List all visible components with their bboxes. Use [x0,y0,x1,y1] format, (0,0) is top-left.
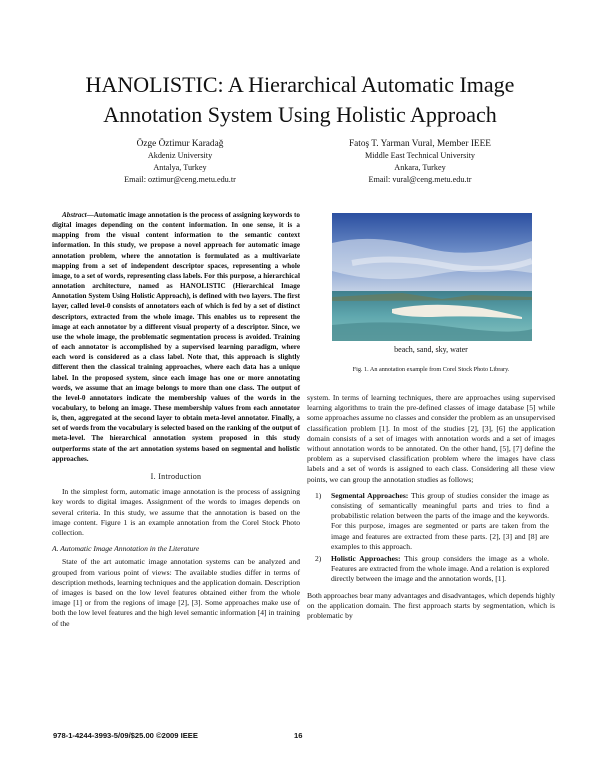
author-email: Email: vural@ceng.metu.edu.tr [368,175,472,184]
author-affiliation: Middle East Technical University [364,151,475,160]
list-label: Segmental Approaches: [331,490,409,500]
list-item [307,554,555,585]
list-text: This group of studies consider the image as consisting of semantically meaningful parts and tries to find a probabilistic relation between the parts of the image and the keywords. For this purpose, images are segmented or parts are taken from the image and features are extracted from these parts. [2], [3] and [8] are examples to this approach. [331,490,549,551]
list-number: 1) [315,490,322,500]
paper-title [40,70,560,130]
list-item [307,491,555,552]
right-column [307,393,555,621]
learning-paragraph: system. In terms of learning techniques, there are approaches using supervised learning algorithms to train the pre-defined classes of image database [5] while some approaches assume no classes and consider the problem as an unsupervised classification problem [1]. In most of the studies [2], [3], [6] the application domain consists of a set of images with annotation words and a set of images without annotation words to be annotated. On the other hand, [5], [7] define the problem as a supervised classification problem where the images have class labels and a set of words is assigned to each class. Considering all these view points, we can group the annotation studies as follows; [307,393,555,484]
beach-photo-image [332,213,532,341]
abstract-lead: Abstract [62,211,87,219]
list-label: Holistic Approaches: [331,554,401,564]
figure-caption: Fig. 1. An annotation example from Corel Stock Photo Library. [352,366,510,373]
author-location: Antalya, Turkey [153,163,207,172]
subsection-heading: A. Automatic Image Annotation in the Literature [52,544,200,554]
author-block-1 [65,138,295,186]
author-name: Fatoş T. Yarman Vural, Member IEEE [349,139,491,149]
footer-isbn: 978-1-4244-3993-5/09/$25.00 ©2009 IEEE [53,731,198,740]
list-text: This group considers the image as a whole. Features are extracted from the whole image. And a relation is explored directly between the image and the annotation words, [1]. [331,554,549,584]
figure-annotation-words: beach, sand, sky, water [394,345,468,354]
footer-page-number: 16 [294,731,303,740]
section-heading: I. Introduction [150,471,202,481]
literature-paragraph: State of the art automatic image annotation systems can be analyzed and grouped from various point of views: The available studies differ in terms of description methods, learning techniques and the application domain. Description of images is based on the low level features obtained either from the whole image [1] or from the regions of image [2], [3]. Some approaches make use of both the low level features and the high level semantic information [4] in training of the [52,557,300,628]
author-affiliation: Akdeniz University [147,151,213,160]
abstract [52,210,300,464]
left-column [52,210,300,629]
approach-comparison-paragraph: Both approaches bear many advantages and disadvantages, which depends highly on the application domain. The first approach starts by segmentation, which is problematic by [307,590,555,621]
title-line-1: HANOLISTIC: A Hierarchical Automatic Image [85,72,515,97]
title-line-2: Annotation System Using Holistic Approach [103,102,497,127]
list-number: 2) [315,554,322,564]
intro-paragraph: In the simplest form, automatic image annotation is the process of assigning key words to digital images. Assignment of the words to images depends on several criteria. In this study, we assume that the annotation is based on the image content. Figure 1 is an example annotation from the Corel Stock Photo collection. [52,487,300,537]
abstract-text: —Automatic image annotation is the process of assigning keywords to digital images depending on the content information. In one sense, it is a mapping from the visual content information to the semantic context information. In this study, we propose a novel approach for automatic image annotation problem, where the annotation is formulated as a multivariate mapping from a set of independent descriptor spaces, representing a whole image, to a set of words, representing class labels. For this purpose, a hierarchical annotation architecture, named as HANOLISTIC (Hierarchical Image Annotation System Using Holistic Approach), is defined with two layers. The first layer, called level-0 consists of annotators each of which is fed by a set of distinct descriptors, extracted from the whole image. This enables us to represent the image at each annotator by a different visual property of a descriptor. Since, we use the whole image, the problematic segmentation process is avoided. Training of each annotator is accomplished by a supervised learning paradigm, where each word is considered as a class label. Note that, this approach is slightly different then the classical training approaches, where each data has a unique label. In the proposed system, since each image has one or more annotating words, we assume that an image belongs to more than one class. The output of the level-0 annotators indicate the membership values of the words in the vocabulary, to belong an image. These membership values from each annotator is, then, aggregated at the second layer to obtain meta-level annotator. Finally, a set of words from the vocabulary is selected based on the ranking of the output of meta-level. The hierarchical annotation system proposed in this study outperforms state of the art annotation systems based on segmental and holistic approaches. [52,211,300,463]
author-block-2 [305,138,535,186]
figure-beach-photo [332,213,532,341]
approach-list [307,491,555,585]
author-email: Email: oztimur@ceng.metu.edu.tr [124,175,236,184]
author-name: Özge Öztimur Karadağ [136,139,224,149]
author-location: Ankara, Turkey [394,163,446,172]
